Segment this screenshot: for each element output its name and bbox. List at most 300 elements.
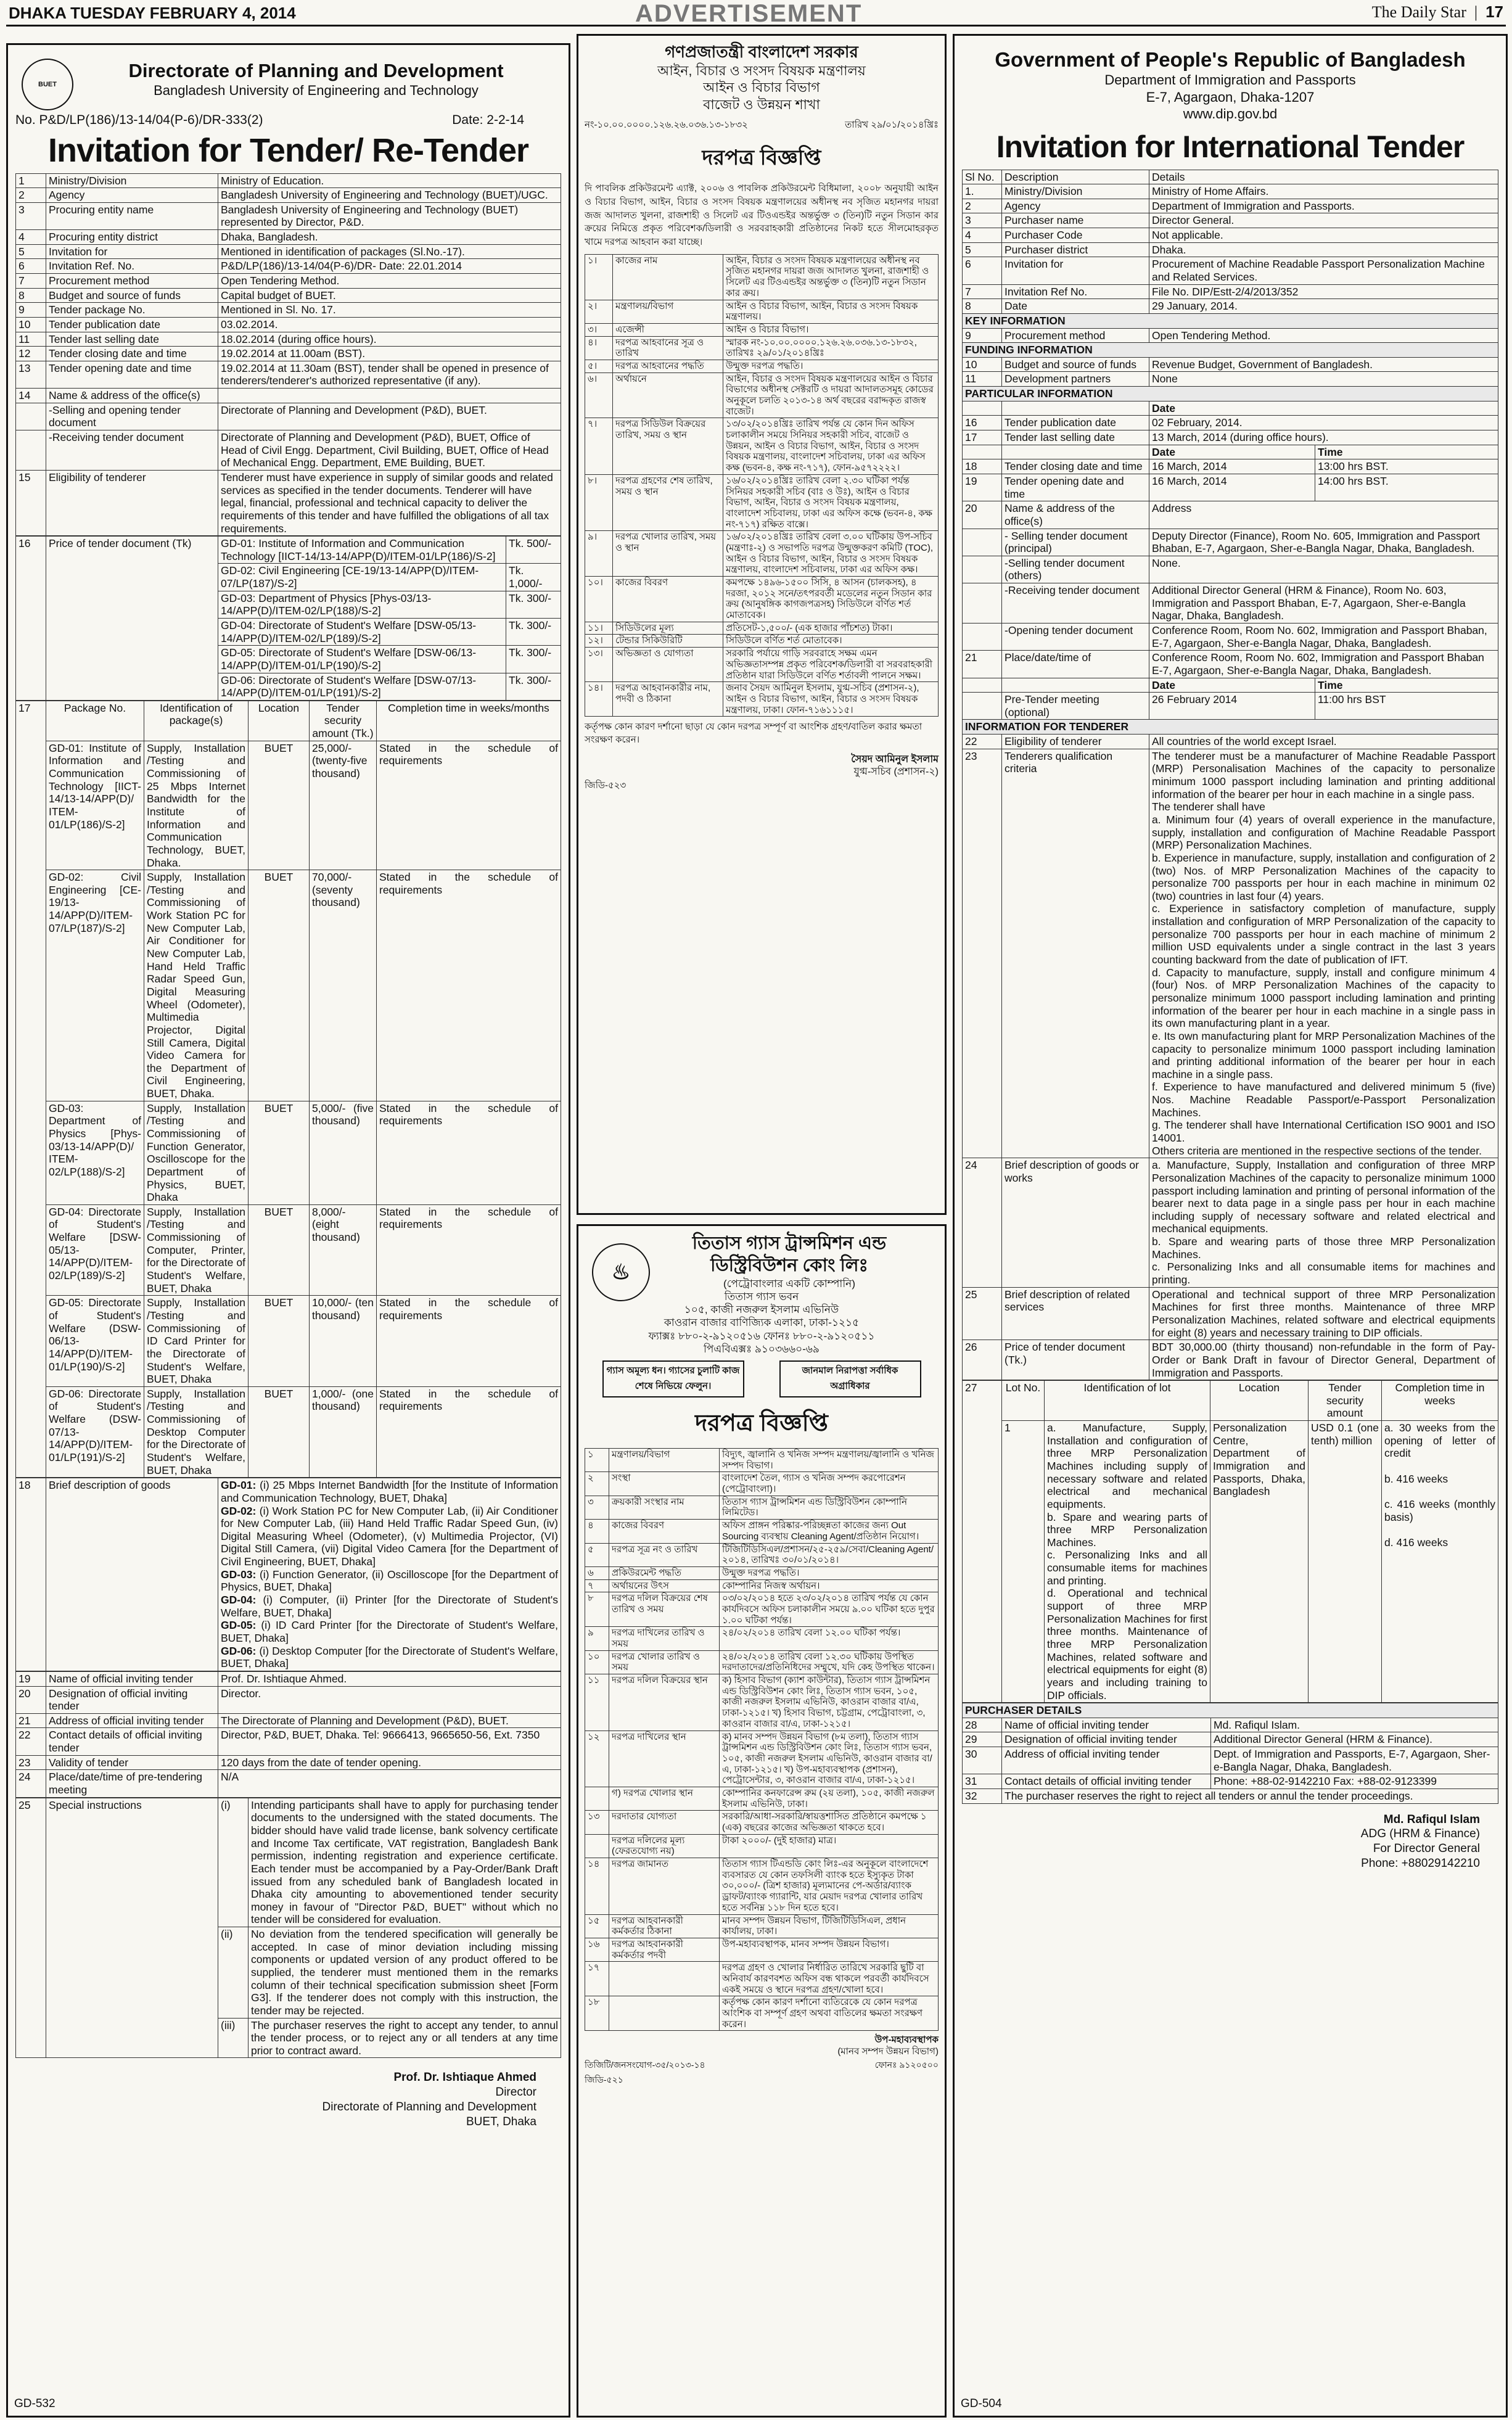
table-row (963, 474, 1498, 501)
table-cell: সিডিউলে বর্ণিত শর্ত মোতাবেক। (723, 635, 939, 648)
table-row (16, 1386, 561, 1477)
table-cell: BUET (249, 1386, 310, 1477)
table-cell: Tender security amount (1309, 1381, 1382, 1421)
table-cell: 28 (963, 1718, 1002, 1732)
law-code: জিডি-৫২৩ (585, 780, 627, 791)
table-cell: ৩। (585, 323, 613, 336)
table-cell: No deviation from the tendered specification will generally be accepted. In case of minor deviation including missing components or updated version of any product offered to be supplied, the tenderer must mentioned them in the remarks column of their technical specification submission sheet [Form G3]. If the tenderer does not comply with this instruction, the tender may be rejected. (249, 1927, 561, 2018)
brand-name: The Daily Star (1371, 3, 1466, 21)
table-cell: GD-06: Directorate of Student's Welfare (DSW-07/13-14/APP(D)/ITEM-01/LP(191)/S-2] (46, 1386, 144, 1477)
table-cell: Contact details of official inviting tender (1002, 1774, 1211, 1789)
table-cell: Package No. (46, 701, 144, 741)
buet-sign-org: Directorate of Planning and Development (322, 2100, 536, 2113)
table-cell: 25 (963, 1287, 1002, 1340)
law-table (585, 254, 939, 717)
qualification-item: The tenderer shall have (1152, 800, 1265, 813)
table-cell: তিতাস গ্যাস ট্রান্সমিশন এন্ড ডিস্ট্রিবিউশন কোম্পানি লিমিটেড। (720, 1496, 939, 1519)
table-cell: 8 (16, 288, 46, 303)
page-header (0, 0, 1512, 25)
table-cell: 3 (963, 213, 1002, 228)
table-cell: Development partners (1002, 372, 1149, 387)
law-intro: দি পাবলিক প্রকিউরমেন্ট এ্যাক্ট, ২০০৬ ও পাবলিক প্রকিউরমেন্ট বিধিমালা, ২০০৮ অনুযায়ী আইন ও বিচার বিভাগ, আইন, বিচার ও সংসদ বিষয়ক মন্ত্রণালয়ের অধীনস্থ নব সৃজিত মহানগর দায়রা জজ আদালত খুলনা, রাজশাহী ও সিলেট এর টিওএন্ডইর অন্তর্ভুক্ত ৩ (তিন)টি নতুন সিডান কার ক্রয়ের নিমিত্তে প্রকৃত পরিবেশক/ডিলারী ও সরবরাহকারী প্রতিষ্ঠানের নিকট হতে সীলমোহরকৃত খামে দরপত্র আহবান করা যাচ্ছে। (585, 183, 939, 247)
table-cell: Tender closing date and time (46, 347, 218, 361)
dip-ad (953, 34, 1508, 2418)
buet-table (15, 173, 561, 537)
qualification-item: c. Experience in satisfactory completion of manufacture, supply installation and configuration of MRP Personalization of the capacity to personalize 700 passports per hour in each machine of minimum 2 million USD equivalents under a single contract in the last 3 years counting backward from the date of publication of IFT. (1152, 902, 1495, 966)
buet-package-table (15, 701, 561, 1478)
table-row (16, 202, 561, 229)
table-cell: উন্মুক্ত দরপত্র পদ্ধতি। (723, 360, 939, 372)
titas-logo (592, 1243, 650, 1301)
table-row (16, 1686, 561, 1713)
table-row (585, 1592, 939, 1627)
buet-price-table (15, 536, 561, 701)
titas-slogan-1: গ্যাস অমূল্য ধন। গ্যাসের চুলাটি কাজ শেষে নিভিয়ে ফেলুন। (602, 1360, 744, 1397)
titas-l7: ফ্যাক্সঃ ৮৮০-২-৯১২০৫১৬ ফোনঃ ৮৮০-২-৯১২০৫১১ (648, 1330, 875, 1342)
table-cell: দরপত্র দলিলের মূল্য (ফেরতযোগ্য নয়) (609, 1834, 720, 1858)
table-row (16, 303, 561, 318)
table-cell: (ii) (218, 1927, 249, 2018)
table-row (585, 418, 939, 474)
table-cell: দরপত্র আহবানকারীর নাম, পদবী ও ঠিকানা (613, 682, 723, 717)
table-row (585, 1566, 939, 1579)
law-l2: আইন, বিচার ও সংসদ বিষয়ক মন্ত্রণালয় (657, 62, 866, 78)
buet-sign-title: Director (495, 2086, 536, 2099)
buet-logo (22, 59, 73, 110)
table-row (585, 1938, 939, 1961)
table-cell: Tender publication date (1002, 416, 1149, 430)
table-cell: Supply, Installation /Testing and Commissioning of Work Station PC for New Computer Lab, Air Conditioner for New Computer Lab, Hand Held Traffic Radar Speed Gun, Digital Measuring Wheel (Odometer), Multimedia Projector, Digital Still Camera, Digital Video Camera for the Department of Civil Engineering, BUET, Dhaka. (144, 870, 249, 1101)
table-cell: সিডিউলের মূল্য (613, 622, 723, 635)
table-cell: -Opening tender document (1002, 624, 1149, 651)
table-row (963, 313, 1498, 328)
table-cell: ২৪/০২/২০১৪ তারিখ বেলা ১২.৩০ ঘটিকায় উপস্থিত দরদাতাদের/প্রতিনিধিদের সম্মুখে, যদি কেহ উপস্থিত থাকেন। (720, 1650, 939, 1674)
table-cell: Supply, Installation /Testing and Commissioning of Desktop Computer for the Directorate of Student's Welfare, BUET, Dhaka (144, 1386, 249, 1477)
table-cell: 25,000/- (twenty-five thousand) (310, 741, 377, 870)
table-row (585, 1962, 939, 1996)
table-row (16, 870, 561, 1101)
table-cell: Purchaser district (1002, 242, 1149, 257)
table-cell: Supply, Installation /Testing and Commissioning of Function Generator, Oscilloscope for the Department of Physics, BUET, Dhaka (144, 1101, 249, 1204)
table-cell: 2 (963, 199, 1002, 213)
table-cell (609, 1962, 720, 1996)
table-cell (16, 403, 46, 430)
buet-table-2 (15, 1671, 561, 1798)
table-cell: Brief description of related services (1002, 1287, 1149, 1340)
table-row (16, 317, 561, 332)
table-cell: 18 (963, 459, 1002, 474)
table-row (16, 1713, 561, 1728)
table-cell: দরপত্র দাখিলের তারিখ ও সময় (609, 1627, 720, 1650)
table-cell: BUET (249, 870, 310, 1101)
table-row (16, 1204, 561, 1295)
table-cell: 2 (16, 188, 46, 203)
table-cell: 22 (16, 1728, 46, 1755)
table-cell: Invitation Ref No. (1002, 284, 1149, 299)
brief-item (221, 1594, 558, 1619)
table-cell (1149, 749, 1498, 1158)
table-cell: -Selling and opening tender document (46, 403, 218, 430)
table-cell: Time (1315, 445, 1498, 459)
table-cell: Dept. of Immigration and Passports, E-7, Agargaon, Sher-e-Bangla Nagar, Dhaka, Bangladesh. (1211, 1747, 1498, 1774)
table-cell (16, 430, 46, 471)
table-cell: Designation of official inviting tender (1002, 1732, 1211, 1747)
table-cell: Tenderer must have experience in supply of similar goods and related services as specified in the tender documents. Tenderer will have legal, financial, professional and technical capacity to deliver the requirements of this tender and have fulfilled the obligations of all tax requirements. (218, 470, 561, 535)
table-cell: দরপত্র দলিল বিক্রয়ের শেষ তারিখ ও সময় (609, 1592, 720, 1627)
table-cell: Date (1149, 678, 1315, 693)
table-row (585, 1472, 939, 1496)
buet-code: GD-532 (14, 2397, 55, 2410)
table-cell: ২। (585, 300, 613, 323)
section-heading: PARTICULAR INFORMATION (963, 387, 1498, 401)
table-cell (963, 401, 1002, 416)
table-cell: ১। (585, 254, 613, 300)
table-row (585, 1449, 939, 1472)
table-cell: 15 (16, 470, 46, 535)
table-cell: Tender closing date and time (1002, 459, 1149, 474)
table-cell: P&D/LP(186)/13-14/04(P-6)/DR- Date: 22.01.2014 (218, 259, 561, 274)
table-cell: ১২। (585, 635, 613, 648)
titas-l6: কাওরান বাজার বাণিজ্যিক এলাকা, ঢাকা-১২১৫ (664, 1317, 860, 1329)
buet-ad (6, 43, 570, 2418)
brief-item-code: GD-02: (221, 1504, 260, 1517)
table-cell: Tender opening date and time (1002, 474, 1149, 501)
table-cell: Date (1149, 401, 1498, 416)
table-row (585, 474, 939, 530)
table-cell: 24 (963, 1158, 1002, 1287)
table-cell: 29 (963, 1732, 1002, 1747)
table-row (963, 735, 1498, 749)
table-cell: Brief description of goods or works (1002, 1158, 1149, 1287)
table-cell: 1 (1002, 1421, 1045, 1703)
table-cell: Directorate of Planning and Development (P&D), BUET. (218, 403, 561, 430)
dip-title1: Government of People's Republic of Bangladesh (995, 48, 1466, 71)
table-row (585, 531, 939, 577)
table-cell: Tender package No. (46, 303, 218, 318)
table-row (963, 199, 1498, 213)
table-cell: Tk. 500/- (506, 537, 561, 564)
titas-l4: তিতাস গ্যাস ভবন (724, 1290, 799, 1303)
table-row (585, 622, 939, 635)
table-cell: 6 (16, 259, 46, 274)
table-cell: Open Tendering Method. (218, 273, 561, 288)
table-row (585, 1996, 939, 2031)
table-cell: স্মারক নং-১০.০০.০০০০.১২৬.২৬.০৩৬.১৩-১৮৩২, তারিখঃ ২৯/০১/২০১৪খ্রিঃ (723, 336, 939, 360)
qualification-item: Others criteria are mentioned in the respective sections of the tender. (1152, 1144, 1482, 1157)
titas-l3: (পেট্রোবাংলার একটি কোম্পানি) (723, 1277, 855, 1290)
table-row (16, 1728, 561, 1755)
table-row (963, 1747, 1498, 1774)
table-cell: Dhaka. (1149, 242, 1498, 257)
titas-sign-name: উপ-মহাব্যবস্থাপক (874, 2035, 939, 2046)
table-row (963, 1732, 1498, 1747)
qualification-item: f. Experience to have manufactured and delivered minimum 5 (five) Nos. Machine Readable Passport/e-Passport Personalization Machines. (1152, 1080, 1495, 1119)
table-cell: 5 (963, 242, 1002, 257)
table-cell: Tender opening date and time (46, 361, 218, 388)
table-cell: Address (1149, 501, 1498, 529)
table-cell: গ) দরপত্র খোলার স্থান (609, 1787, 720, 1810)
table-cell: 30 (963, 1747, 1002, 1774)
table-row (585, 323, 939, 336)
law-ref-line (585, 118, 939, 133)
table-row (585, 300, 939, 323)
titas-title: দরপত্র বিজ্ঞপ্তি (695, 1410, 828, 1436)
table-cell: টাকা ২০০০/- (দুই হাজার) মাত্র। (720, 1834, 939, 1858)
table-cell: আইন, বিচার ও সংসদ বিষয়ক মন্ত্রণালয়ের আইন ও বিচার বিভাগের অধীনস্থ সেক্টরটি ও দায়রা আদালতসমূহ কোডের অনুকূলে চলতি ২০১৩-১৪ অর্থ বছরের বরাদ্দকৃত রাজস্ব বাজেট। (723, 372, 939, 418)
table-row (16, 1755, 561, 1770)
table-row (16, 701, 561, 741)
table-row (585, 1787, 939, 1810)
table-cell: কাজের বিবরণ (613, 577, 723, 622)
table-row (585, 1674, 939, 1731)
section-heading: KEY INFORMATION (963, 313, 1498, 328)
table-row (963, 372, 1498, 387)
table-cell: Supply, Installation /Testing and Commissioning of ID Card Printer for the Directorate of Student's Welfare, BUET, Dhaka (144, 1296, 249, 1386)
table-cell: Budget and source of funds (1002, 357, 1149, 372)
dip-l2: E-7, Agargaon, Dhaka-1207 (1146, 89, 1315, 105)
table-row (585, 1496, 939, 1519)
table-row (963, 213, 1498, 228)
table-cell: Capital budget of BUET. (218, 288, 561, 303)
table-cell: কর্তৃপক্ষ কোন কারণ দর্শানো ব্যতিরেকে যে কোন দরপত্র আংশিক বা সম্পূর্ণ গ্রহণ অথবা বাতিলের ক্ষমতা সংরক্ষণ করেন। (720, 1996, 939, 2031)
table-cell: Location (1210, 1381, 1309, 1421)
table-cell: ১৬/০২/২০১৪খ্রিঃ তারিখ বেলা ২.৩০ ঘটিকা পর্যন্ত সিনিয়র সহকারী সচিব (বাঃ ও উঃ), আইন ও বিচার বিভাগ, আইন, বিচার ও সংসদ বিষয়ক মন্ত্রণালয়, বাংলাদেশ সচিবালয়, ঢাকা এর অফিস কক্ষে (ভবন-৪, কক্ষ নং-৭১৭) রক্ষিত বাক্সে। (723, 474, 939, 530)
table-cell: Deputy Director (Finance), Room No. 605, Immigration and Passport Bhaban, E-7, Agargaon, Sher-e-Bangla Nagar, Dhaka, Bangladesh. (1149, 529, 1498, 556)
table-cell: Eligibility of tenderer (46, 470, 218, 535)
titas-ad (577, 1224, 947, 2418)
brief-item-text: (i) Work Station PC for New Computer Lab, (ii) Air Conditioner for New Computer Lab, (iii) Hand Held Traffic Radar Speed Gun, (iv) Digital Measuring Wheel (Odometer), (v) Multimedia Projector, (VI) Digital Still Camera, (vii) Digital Video Camera [for the Department of Civil Engineering, BUET, Dhaka] (221, 1504, 558, 1568)
table-cell: 9 (16, 303, 46, 318)
table-cell: Tk. 1,000/- (506, 564, 561, 591)
table-cell: মানব সম্পদ উন্নয়ন বিভাগ, টিজিটিডিসিএল, প্রধান কার্যালয়, ঢাকা। (720, 1914, 939, 1938)
table-cell: Supply, Installation /Testing and Commissioning of 25 Mbps Internet Bandwidth for the Institute of Information and Communication Technology, BUET, Dhaka. (144, 741, 249, 870)
buet-sub: Bangladesh University of Engineering and Technology (154, 83, 479, 98)
table-cell: Mentioned in identification of packages (Sl.No.-17). (218, 244, 561, 259)
table-row (963, 583, 1498, 624)
table-cell: এজেন্সী (613, 323, 723, 336)
table-cell: সরকারি পর্যায়ে গাড়ি সরবরাহে সক্ষম এমন অভিজ্ঞতাসম্পন্ন প্রকৃত পরিবেশক/ডিলারী বা সরবরাহকারী প্রতিষ্ঠান যারা সিডিউলে বর্ণিত শর্তাবলী পালনে সক্ষম। (723, 648, 939, 682)
table-cell: Conference Room, Room No. 602, Immigration and Passport Bhaban E-7, Agargaon, Sher-e-Bangla Nagar, Dhaka, Bangladesh. (1149, 651, 1498, 678)
table-cell: Invitation for (1002, 257, 1149, 284)
table-cell (1002, 678, 1149, 693)
table-row (963, 624, 1498, 651)
table-cell: Open Tendering Method. (1149, 328, 1498, 343)
table-cell: a. Manufacture, Supply, Installation and configuration of three MRP Personalization Machines including supply of necessary software and related electrical and mechanical equipments. b. Spare and wearing parts of three MRP Personalization Machines. c. Personalizing Inks and all consumable items for machines and printing. d. Operational and technical support of three MRP Personalization Machines for first three months. Maintenance of three MRP Personalization Machines, related software and electrical equipments for eight (8) years and including training to DIP officials. (1045, 1421, 1210, 1703)
table-row (16, 347, 561, 361)
table-row (585, 577, 939, 622)
table-cell: ক্রয়কারী সংস্থার নাম (609, 1496, 720, 1519)
table-cell: Tk. 300/- (506, 673, 561, 700)
table-cell (609, 1996, 720, 2031)
table-cell: (iii) (218, 2018, 249, 2058)
table-row (585, 1834, 939, 1858)
table-cell: BUET (249, 741, 310, 870)
law-sign-name: সৈয়দ আমিনুল ইসলাম (851, 754, 939, 765)
table-cell: 11 (16, 332, 46, 347)
table-cell: Director. (218, 1686, 561, 1713)
table-row (963, 357, 1498, 372)
table-row (16, 741, 561, 870)
table-cell: 19.02.2014 at 11.30am (BST), tender shall be opened in presence of tenderers/tenderer's authorized representative (if any). (218, 361, 561, 388)
titas-phone: ফোনঃ ৯১২০৫০০ (874, 2059, 939, 2070)
table-cell (963, 678, 1002, 693)
brief-item (221, 1619, 558, 1644)
table-row (16, 259, 561, 274)
table-cell: Identification of package(s) (144, 701, 249, 741)
table-cell: 7 (16, 273, 46, 288)
table-cell: 19 (963, 474, 1002, 501)
table-cell: Place/date/time of pre-tendering meeting (46, 1770, 218, 1797)
table-cell (1002, 401, 1149, 416)
qualification-item: a. Minimum four (4) years of overall experience in the manufacture, supply, installation and configuration of Machine Readable Passport (MRP) Personalization Machines. (1152, 813, 1495, 852)
table-cell: সংস্থা (609, 1472, 720, 1496)
table-cell (963, 445, 1002, 459)
table-cell: Procurement method (1002, 328, 1149, 343)
table-cell (218, 389, 561, 403)
table-cell: 120 days from the date of tender opening. (218, 1755, 561, 1770)
table-cell: 10,000/- (ten thousand) (310, 1296, 377, 1386)
table-row (963, 1718, 1498, 1732)
brief-item (221, 1568, 558, 1594)
dip-purchaser-table (962, 1703, 1498, 1803)
table-cell: মন্ত্রণালয়/বিভাগ (609, 1449, 720, 1472)
table-cell: ৬ (585, 1566, 609, 1579)
table-row (963, 1287, 1498, 1340)
table-cell: Tenderers qualification criteria (1002, 749, 1149, 1158)
table-cell: Supply, Installation /Testing and Commissioning of Computer, Printer, for the Directorate of Student's Welfare, BUET, Dhaka (144, 1204, 249, 1295)
table-cell: Place/date/time of (1002, 651, 1149, 678)
table-cell: Purchaser name (1002, 213, 1149, 228)
table-cell: Tender security amount (Tk.) (310, 701, 377, 741)
table-cell: Address of official inviting tender (46, 1713, 218, 1728)
titas-l2: ডিস্ট্রিবিউশন কোং লিঃ (710, 1256, 868, 1276)
table-cell: দরদাতার যোগ্যতা (609, 1811, 720, 1834)
table-row (585, 372, 939, 418)
table-cell: Invitation Ref. No. (46, 259, 218, 274)
table-cell: দরপত্র দলিল বিক্রয়ের স্থান (609, 1674, 720, 1731)
brief-item (221, 1479, 558, 1504)
law-footer: কর্তৃপক্ষ কোন কারণ দর্শানো ছাড়া যে কোন দরপত্র সম্পূর্ণ বা আংশিক গ্রহণ/বাতিল করার ক্ষমতা সংরক্ষণ করেন। (585, 722, 922, 746)
titas-table (585, 1448, 939, 2031)
table-cell: 27 (963, 1381, 1002, 1703)
table-cell (585, 1834, 609, 1858)
table-row (16, 288, 561, 303)
table-row (585, 1543, 939, 1566)
table-cell: 10 (16, 317, 46, 332)
buet-org: Directorate of Planning and Development (128, 60, 504, 81)
titas-slogan-2: জানমাল নিরাপত্তা সর্বাধিক অগ্রাধিকার (779, 1360, 921, 1397)
table-cell: দরপত্র খোলার তারিখ, সময় ও স্থান (613, 531, 723, 577)
table-cell: Tk. 300/- (506, 646, 561, 673)
table-cell: দরপত্র গ্রহণের শেষ তারিখ, সময় ও স্থান (613, 474, 723, 530)
table-cell: Additional Director General (HRM & Finance). (1211, 1732, 1498, 1747)
table-cell: 10 (963, 357, 1002, 372)
table-cell: BUET (249, 1101, 310, 1204)
table-cell: Intending participants shall have to apply for purchasing tender documents to the undersigned with the stated documents. The bidder should have valid trade license, bank solvency certificate and Income Tax certificate, VAT registration, Bangladesh Bank permission, indenting registration and experience certificate. Each tender must be accompanied by a Pay-Order/Bank Draft issued from any scheduled bank of Bangladesh located in Dhaka city amounting to abovementioned tender security money in favour of "Director P&D, BUET" without which no tender will be considered for evaluation. (249, 1798, 561, 1927)
table-row (963, 529, 1498, 556)
table-cell: Validity of tender (46, 1755, 218, 1770)
brief-item-code: GD-04: (221, 1594, 263, 1607)
buet-ref: No. P&D/LP(186)/13-14/04(P-6)/DR-333(2) (15, 112, 263, 127)
table-row (585, 1579, 939, 1592)
section-title: ADVERTISEMENT (635, 0, 863, 27)
table-cell: 16 (963, 416, 1002, 430)
table-cell: দরপত্র জামানত (609, 1858, 720, 1914)
table-row (963, 459, 1498, 474)
table-cell: জনাব সৈয়দ আমিনুল ইসলাম, যুগ্ম-সচিব (প্রশাসন-২), আইন ও বিচার বিভাগ, আইন, বিচার ও সংসদ বিষয়ক মন্ত্রণালয়, ঢাকা। ফোন-৭১৬১১১৫। (723, 682, 939, 717)
table-row (16, 188, 561, 203)
table-cell: 23 (963, 749, 1002, 1158)
table-row (963, 1774, 1498, 1789)
table-cell: 21 (16, 1713, 46, 1728)
table-row (963, 328, 1498, 343)
table-cell: Revenue Budget, Government of Bangladesh. (1149, 357, 1498, 372)
table-cell (963, 624, 1002, 651)
table-cell: - Selling tender document (principal) (1002, 529, 1149, 556)
dip-lot-table (962, 1380, 1498, 1703)
table-row (963, 720, 1498, 735)
buet-sign-place: BUET, Dhaka (466, 2115, 536, 2128)
table-cell: ১৬/০২/২০১৪খ্রিঃ তারিখ বেলা ৩.০০ ঘটিকায় উপ-সচিব (মন্ত্রণাঃ-২) ও সভাপতি দরপত্র উন্মুক্তকরণ কমিটি (TOC), আইন ও বিচার বিভাগ, আইন, বিচার ও সংসদ বিষয়ক মন্ত্রণালয়, বাংলাদেশ সচিবালয়, ঢাকা এর অফিস কক্ষ। (723, 531, 939, 577)
table-cell: আইন ও বিচার বিভাগ, আইন, বিচার ও সংসদ বিষয়ক মন্ত্রণালয়। (723, 300, 939, 323)
table-cell: Price of tender document (Tk.) (1002, 1340, 1149, 1380)
table-cell: 24 (16, 1770, 46, 1797)
table-cell: 13 March, 2014 (during office hours). (1149, 430, 1498, 445)
table-row (585, 360, 939, 372)
table-cell: GD-02: Civil Engineering [CE-19/13-14/APP(D)/ITEM-07/LP(187)/S-2] (46, 870, 144, 1101)
table-cell: কাজের বিবরণ (609, 1520, 720, 1543)
table-cell: Location (249, 701, 310, 741)
table-cell: Stated in the schedule of requirements (377, 1101, 561, 1204)
table-cell: 21 (963, 651, 1002, 678)
table-cell: ৪ (585, 1520, 609, 1543)
table-cell: The purchaser reserves the right to accept any tender, to annul the tender process, or to reject any or all tenders at any time prior to contract award. (249, 2018, 561, 2058)
brief-item (221, 1645, 558, 1670)
table-cell: 4 (16, 230, 46, 245)
table-cell: The purchaser reserves the right to reject all tenders or annul the tender proceedings. (1002, 1789, 1498, 1804)
table-cell: দরপত্র খোলার তারিখ ও সময় (609, 1650, 720, 1674)
law-l1: গণপ্রজাতন্ত্রী বাংলাদেশ সরকার (665, 43, 858, 61)
table-cell: কমপক্ষে ১৪৯৬-১৫০০ সিসি, ৪ আসন (চালকসহ), ৪ দরজা, ২০১২ সনে/তৎপরবর্তী মডেলের নতুন সিডান কার ক্রয় (আনুষঙ্গিক কাগজপত্রসহ) সিডিউলে বর্ণিত শর্ত মোতাবেক। (723, 577, 939, 622)
table-cell: প্রকিউরমেন্ট পদ্ধতি (609, 1566, 720, 1579)
table-cell: 1. (963, 184, 1002, 199)
table-cell: ১৩/০২/২০১৪খ্রিঃ তারিখ পর্যন্ত যে কোন দিন অফিস চলাকালীন সময়ে সিনিয়র সহকারী সচিব, বাজেট ও উন্নয়ন, আইন ও বিচার বিভাগ, আইন, বিচার ও সংসদ বিষয়ক মন্ত্রণালয়, বাংলাদেশ সচিবালয়, ঢাকা এর অফিস কক্ষ (ভবন-৪, কক্ষ নং-৭১৭), ফোন-৯৫৭২২২২। (723, 418, 939, 474)
table-cell: ৩ (585, 1496, 609, 1519)
table-cell: Stated in the schedule of requirements (377, 1296, 561, 1386)
table-cell: Director, P&D, BUET, Dhaka. Tel: 9666413, 9665650-56, Ext. 7350 (218, 1728, 561, 1755)
table-row (963, 749, 1498, 1158)
table-cell: BUET (249, 1204, 310, 1295)
table-cell: Name of official inviting tender (1002, 1718, 1211, 1732)
table-cell: Tender last selling date (46, 332, 218, 347)
table-cell: ৮ (585, 1592, 609, 1627)
dip-sign-for: For Director General (1373, 1842, 1480, 1856)
table-cell: 11 (963, 372, 1002, 387)
table-cell (218, 1478, 561, 1671)
table-cell: উন্মুক্ত দরপত্র পদ্ধতি। (720, 1566, 939, 1579)
table-cell: 19.02.2014 at 11.00am (BST). (218, 347, 561, 361)
table-cell: ৬। (585, 372, 613, 418)
table-row (16, 430, 561, 471)
table-cell: -Receiving tender document (46, 430, 218, 471)
table-cell: ৯ (585, 1627, 609, 1650)
table-cell: GD-03: Department of Physics [Phys-03/13-14/APP(D)/ ITEM-02/LP(188)/S-2] (46, 1101, 144, 1204)
table-cell: Stated in the schedule of requirements (377, 1204, 561, 1295)
table-row (16, 1798, 561, 1927)
table-row (963, 228, 1498, 243)
table-cell: Address of official inviting tender (1002, 1747, 1211, 1774)
table-cell: ৯। (585, 531, 613, 577)
